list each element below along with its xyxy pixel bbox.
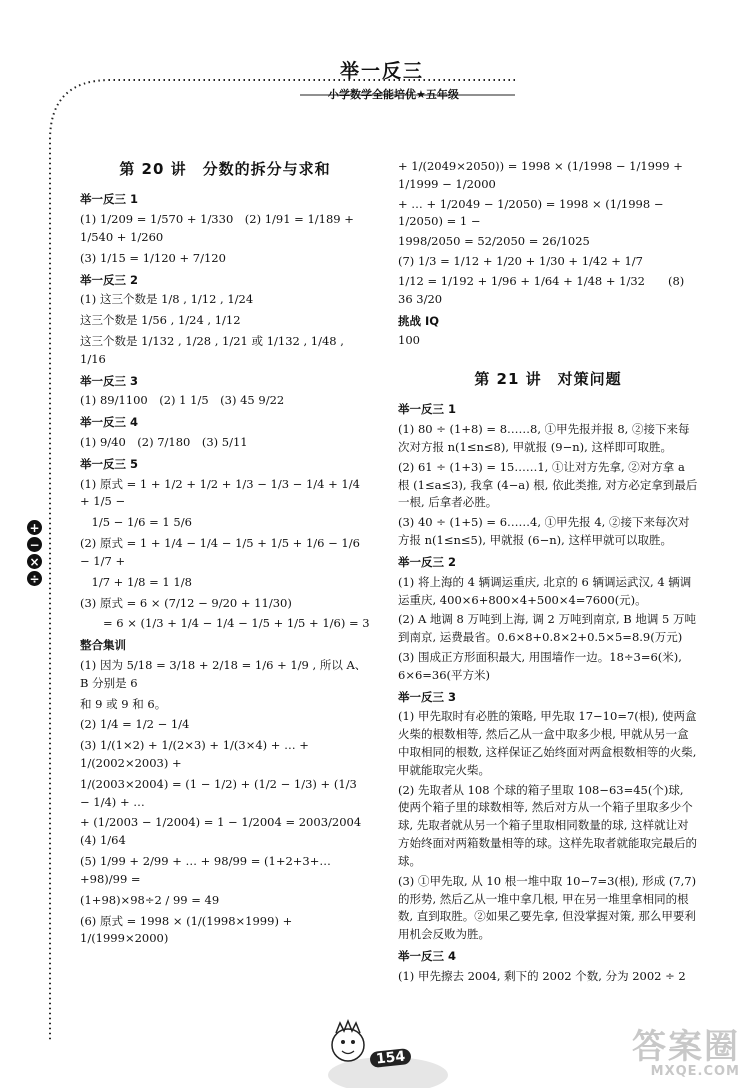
answer-line: (2) A 地调 8 万吨到上海, 调 2 万吨到南京, B 地调 5 万吨到南京, 运费最省。0.6×8+0.8×2+0.5×5=8.9(万元) <box>398 612 697 645</box>
answer-line: = 6 × (1/3 + 1/4 − 1/4 − 1/5 + 1/5 + 1/6) = 3 <box>80 616 370 631</box>
answer-line: (1) 因为 5/18 = 3/18 + 2/18 = 1/6 + 1/9 , 所以 A、B 分别是 6 <box>80 657 367 690</box>
page-header <box>0 0 750 110</box>
answer-line: (1) 甲先擦去 2004, 剩下的 2002 个数, 分为 2002 ÷ 2 <box>398 968 686 983</box>
iq-challenge-answer: 100 <box>398 333 420 348</box>
lesson-20-continued <box>398 158 698 309</box>
answer-line: (7) 1/3 = 1/12 + 1/20 + 1/30 + 1/42 + 1/7 <box>398 254 643 269</box>
lesson-20-answers <box>80 191 373 948</box>
answer-line: + 1/(2049×2050)) = 1998 × (1/1998 − 1/1999 + 1/1999 − 1/2000 <box>398 159 687 191</box>
left-column <box>80 158 373 951</box>
operator-symbols <box>27 520 43 586</box>
right-column <box>398 158 701 988</box>
lesson-20-title: 第 20 讲 分数的拆分与求和 <box>119 160 331 178</box>
answer-line: (1) 这三个数是 1/8 , 1/12 , 1/24 <box>80 292 254 307</box>
answer-line: 1998/2050 = 52/2050 = 26/1025 <box>398 234 590 249</box>
answer-line: (1) 1/209 = 1/570 + 1/330 (2) 1/91 = 1/189 + 1/540 + 1/260 <box>80 212 358 244</box>
brand-title: 举一反三 <box>340 60 425 82</box>
section-subheading: 举一反三 3 <box>398 689 457 704</box>
answer-line: 这三个数是 1/56 , 1/24 , 1/12 <box>80 313 241 328</box>
lesson-21-title: 第 21 讲 对策问题 <box>474 370 622 389</box>
answer-line: (2) 1/4 = 1/2 − 1/4 <box>80 717 190 732</box>
answer-line: (6) 原式 = 1998 × (1/(1998×1999) + 1/(1999×2000) <box>80 913 296 946</box>
answer-line: 1/7 + 1/8 = 1 1/8 <box>80 574 192 589</box>
times-icon: × <box>27 554 42 569</box>
grade-subtitle: 小学数学全能培优★五年级 <box>328 88 459 101</box>
section-subheading: 举一反三 2 <box>398 554 457 569</box>
answer-line: 这三个数是 1/132 , 1/28 , 1/21 或 1/132 , 1/48 , 1/16 <box>80 333 348 366</box>
answer-line: + … + 1/2049 − 1/2050) = 1998 × (1/1998 − 1/2050) = 1 − <box>398 196 668 229</box>
section-subheading: 举一反三 3 <box>80 373 139 388</box>
answer-line: 1/12 = 1/192 + 1/96 + 1/64 + 1/48 + 1/32 (8) 36 3/20 <box>398 273 688 306</box>
answer-line: (3) ①甲先取, 从 10 根一堆中取 10−7=3(根), 形成 (7,7) 的形势, 然后乙从一堆中拿几根, 甲在另一堆里拿相同的根数, 直到取胜。②如果乙要先拿, 但没掌握对策, 那么甲要利用机会反败为胜。 <box>398 873 700 942</box>
page-number: 154 <box>369 1048 412 1068</box>
section-subheading: 举一反三 1 <box>80 192 139 207</box>
minus-icon: − <box>27 537 42 552</box>
answer-line: (1) 将上海的 4 辆调运重庆, 北京的 6 辆调运武汉, 4 辆调运重庆, 400×6+800×4+500×4=7600(元)。 <box>398 574 692 607</box>
answer-line: (3) 1/(1×2) + 1/(2×3) + 1/(3×4) + … + 1/(2002×2003) + <box>80 738 313 770</box>
answer-line: (1) 甲先取时有必胜的策略, 甲先取 17−10=7(根), 使两盒火柴的根数相等, 然后乙从一盒中取多少根, 甲就从另一盒中取相同的根数, 这样保证乙始终面对两盒根数相等的火柴, 甲就能取完火柴。 <box>398 709 701 777</box>
watermark-logo: 答案圈 <box>632 1027 740 1067</box>
watermark-url: MXQE.COM <box>650 1064 740 1079</box>
answer-line: (2) 原式 = 1 + 1/4 − 1/4 − 1/5 + 1/5 + 1/6 − 1/6 − 1/7 + <box>80 536 364 568</box>
answer-line: (3) 原式 = 6 × (7/12 − 9/20 + 11/30) <box>80 595 292 610</box>
section-subheading: 举一反三 2 <box>80 272 139 287</box>
answer-line: 和 9 或 9 和 6。 <box>80 696 167 711</box>
section-subheading: 举一反三 1 <box>398 402 457 417</box>
answer-line: (3) 1/15 = 1/120 + 7/120 <box>80 250 226 265</box>
section-subheading: 举一反三 4 <box>80 415 139 430</box>
answer-line: (1) 80 ÷ (1+8) = 8……8, ①甲先报并报 8, ②接下来每次对方报 n(1≤n≤8), 甲就报 (9−n), 这样即可取胜。 <box>398 422 690 454</box>
watermark <box>540 1027 740 1079</box>
answer-line: (2) 先取者从 108 个球的箱子里取 108−63=45(个)球, 使两个箱子里的球数相等, 然后对方从一个箱子里取多少个球, 先取者就从另一个箱子里取相同数量的球, 这样就让对方始终面对两箱数量相等的球。这样先取者就能取完最后的球。 <box>398 782 697 868</box>
plus-icon: + <box>27 520 42 535</box>
lesson-21-answers <box>398 401 701 985</box>
answer-line: 1/5 − 1/6 = 1 5/6 <box>80 515 192 530</box>
answer-line: + (1/2003 − 1/2004) = 1 − 1/2004 = 2003/2004 (4) 1/64 <box>80 815 373 848</box>
answer-line: (1+98)×98÷2 / 99 = 49 <box>80 892 220 907</box>
answer-line: (3) 围成正方形面积最大, 用围墙作一边。18÷3=6(米), 6×6=36(平方米) <box>398 649 686 682</box>
answer-line: (5) 1/99 + 2/99 + … + 98/99 = (1+2+3+…+98)/99 = <box>80 854 331 886</box>
answer-line: (2) 61 ÷ (1+3) = 15……1, ①让对方先拿, ②对方拿 a 根 (1≤a≤3), 我拿 (4−a) 根, 依此类推, 对方必定拿到最后一根, 后拿者必胜。 <box>398 459 698 510</box>
answer-line: (1) 原式 = 1 + 1/2 + 1/2 + 1/3 − 1/3 − 1/4 + 1/4 + 1/5 − <box>80 476 364 509</box>
answer-line: (1) 89/1100 (2) 1 1/5 (3) 45 9/22 <box>80 393 285 408</box>
divide-icon: ÷ <box>27 571 42 586</box>
answer-line: 1/(2003×2004) = (1 − 1/2) + (1/2 − 1/3) + (1/3 − 1/4) + … <box>80 776 361 809</box>
answer-line: (1) 9/40 (2) 7/180 (3) 5/11 <box>80 435 248 449</box>
section-subheading: 举一反三 5 <box>80 456 139 471</box>
section-subheading: 整合集训 <box>80 638 126 653</box>
section-subheading: 举一反三 4 <box>398 948 457 963</box>
iq-challenge-label: 挑战 IQ <box>398 313 440 328</box>
answer-line: (3) 40 ÷ (1+5) = 6……4, ①甲先报 4, ②接下来每次对方报 n(1≤n≤5), 甲就报 (6−n), 这样甲就可以取胜。 <box>398 515 690 548</box>
